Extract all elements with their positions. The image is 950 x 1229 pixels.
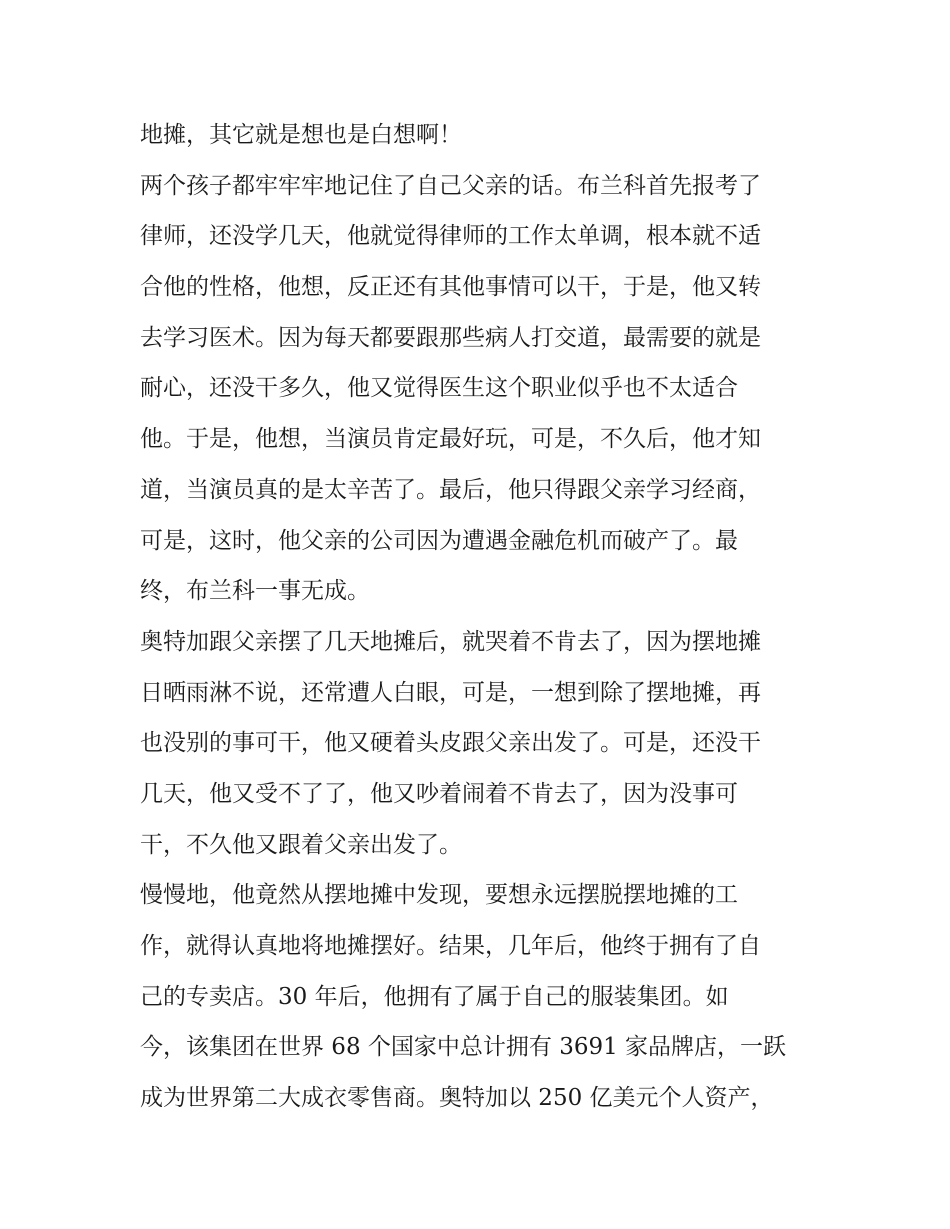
text-line: 地摊，其它就是想也是白想啊！ [140, 122, 462, 148]
text-line: 慢慢地，他竟然从摆地摊中发现，要想永远摆脱摆地摊的工 [140, 882, 738, 909]
text-line: 律师，还没学几天，他就觉得律师的工作太单调，根本就不适 [140, 223, 761, 250]
text-line: 他。于是，他想，当演员肯定最好玩，可是，不久后，他才知 [140, 426, 761, 453]
text-line: 己的专卖店。30 年后，他拥有了属于自己的服装集团。如 [140, 983, 729, 1010]
text-line: 去学习医术。因为每天都要跟那些病人打交道，最需要的就是 [140, 324, 761, 351]
text-line: 两个孩子都牢牢牢地记住了自己父亲的话。布兰科首先报考了 [140, 172, 761, 199]
text-line: 奥特加跟父亲摆了几天地摊后，就哭着不肯去了，因为摆地摊 [140, 628, 761, 655]
text-line: 干，不久他又跟着父亲出发了。 [140, 831, 462, 858]
text-line: 成为世界第二大成衣零售商。奥特加以 250 亿美元个人资产， [140, 1085, 774, 1112]
text-line: 作，就得认真地将地摊摆好。结果，几年后，他终于拥有了自 [140, 933, 761, 959]
text-line: 耐心，还没干多久，他又觉得医生这个职业似乎也不太适合 [140, 375, 738, 402]
text-line: 今，该集团在世界 68 个国家中总计拥有 3691 家品牌店，一跃 [140, 1034, 787, 1061]
body-text [140, 110, 820, 1124]
text-line: 几天，他又受不了了，他又吵着闹着不肯去了，因为没事可 [140, 780, 738, 807]
text-line: 也没别的事可干，他又硬着头皮跟父亲出发了。可是，还没干 [140, 730, 761, 757]
text-line: 道，当演员真的是太辛苦了。最后，他只得跟父亲学习经商， [140, 476, 761, 503]
text-line: 终，布兰科一事无成。 [140, 578, 370, 605]
text-line: 日晒雨淋不说，还常遭人白眼，可是，一想到除了摆地摊，再 [140, 679, 761, 706]
text-line: 合他的性格，他想，反正还有其他事情可以干，于是，他又转 [140, 274, 761, 301]
text-line: 可是，这时，他父亲的公司因为遭遇金融危机而破产了。最 [140, 527, 738, 554]
